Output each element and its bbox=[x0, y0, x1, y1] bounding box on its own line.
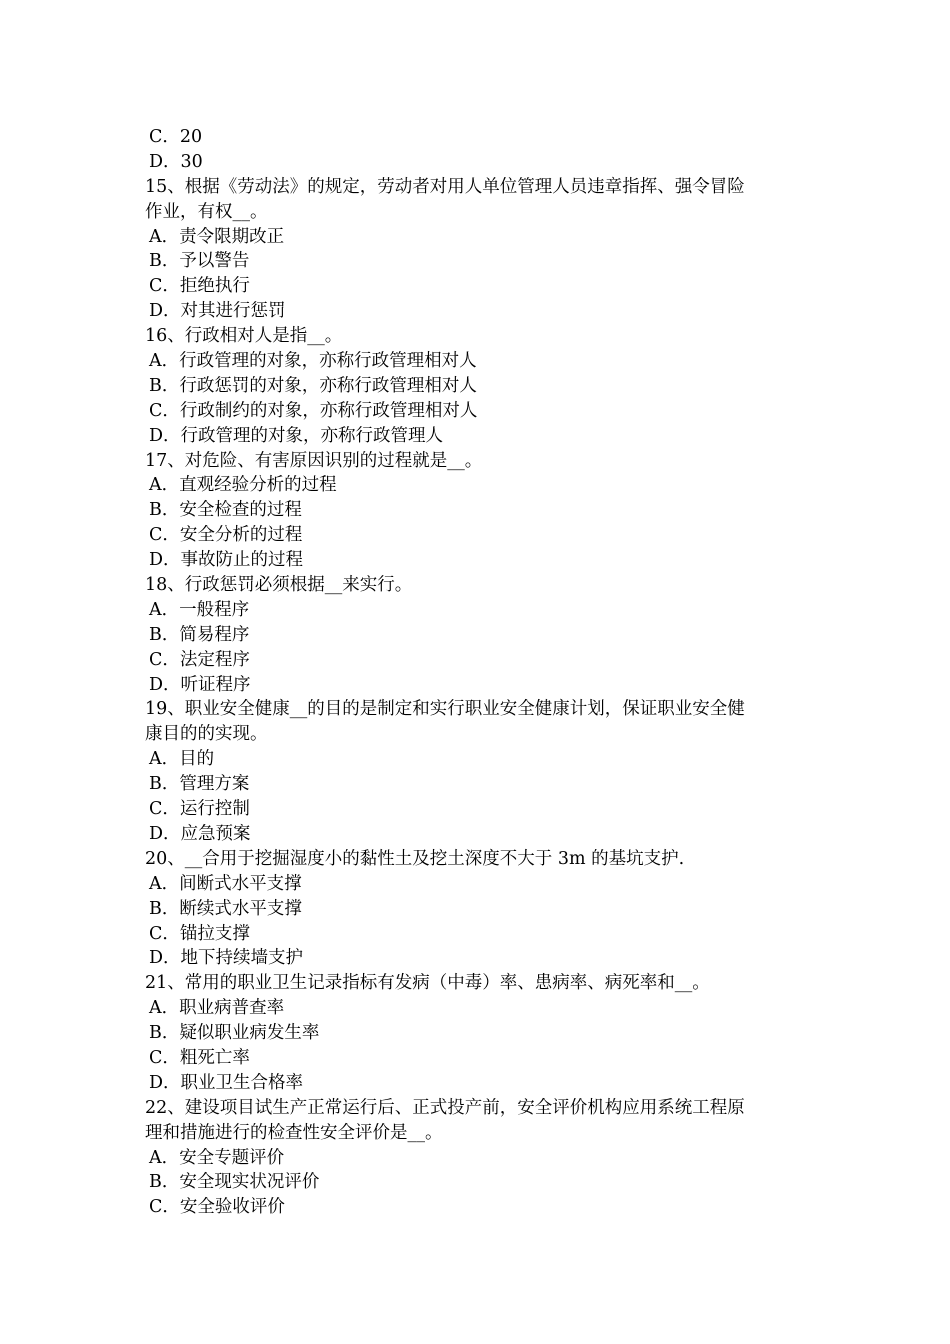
option-letter: D． bbox=[149, 550, 181, 571]
option-letter: C． bbox=[149, 1197, 180, 1218]
question-text: 16、行政相对人是指__。 bbox=[145, 326, 343, 347]
answer-option bbox=[145, 922, 810, 947]
answer-option bbox=[145, 747, 810, 772]
question-text: 15、根据《劳动法》的规定，劳动者对用人单位管理人员违章指挥、强令冒险 bbox=[145, 176, 745, 197]
option-text: 断续式水平支撑 bbox=[179, 898, 302, 919]
option-text: 粗死亡率 bbox=[179, 1047, 250, 1068]
answer-option bbox=[145, 349, 810, 374]
option-letter: B． bbox=[149, 624, 180, 645]
option-letter: C． bbox=[149, 127, 180, 147]
option-letter: B． bbox=[149, 251, 180, 272]
option-text: 事故防止的过程 bbox=[180, 550, 304, 571]
option-text: 责令限期改正 bbox=[179, 226, 285, 247]
option-letter: A． bbox=[149, 226, 180, 247]
option-letter: B． bbox=[149, 774, 180, 795]
answer-option bbox=[145, 772, 810, 797]
option-text: 予以警告 bbox=[179, 251, 250, 272]
answer-option bbox=[145, 897, 810, 922]
option-text: 疑似职业病发生率 bbox=[179, 1023, 320, 1044]
option-text: 地下持续墙支护 bbox=[180, 948, 304, 969]
option-letter: C． bbox=[149, 525, 180, 546]
question-text: 22、建设项目试生产正常运行后、正式投产前，安全评价机构应用系统工程原 bbox=[145, 1097, 745, 1118]
option-text: 间断式水平支撑 bbox=[179, 873, 302, 894]
option-letter: D． bbox=[149, 674, 181, 695]
answer-option bbox=[145, 822, 810, 847]
answer-option bbox=[145, 225, 810, 250]
question-text: 康目的的实现。 bbox=[145, 724, 268, 745]
question-text: 18、行政惩罚必须根据__来实行。 bbox=[145, 575, 413, 596]
answer-option bbox=[145, 473, 810, 498]
answer-option bbox=[145, 946, 810, 971]
option-letter: A． bbox=[149, 351, 180, 372]
answer-option bbox=[145, 150, 810, 175]
option-text: 安全分析的过程 bbox=[179, 525, 303, 546]
question-text: 20、__合用于挖掘湿度小的黏性土及挖土深度不大于 3m 的基坑支护. bbox=[145, 848, 685, 869]
option-text: 法定程序 bbox=[179, 649, 250, 670]
option-text: 安全现实状况评价 bbox=[179, 1172, 320, 1193]
option-text: 行政管理的对象，亦称行政管理人 bbox=[180, 425, 444, 446]
option-text: 对其进行惩罚 bbox=[180, 301, 286, 322]
option-letter: C． bbox=[149, 923, 180, 944]
option-text: 30 bbox=[180, 151, 203, 172]
option-text: 听证程序 bbox=[180, 674, 251, 695]
option-letter: D． bbox=[149, 301, 181, 322]
option-letter: B． bbox=[149, 375, 180, 396]
question-text: 19、职业安全健康__的目的是制定和实行职业安全健康计划，保证职业安全健 bbox=[145, 699, 745, 720]
answer-option bbox=[145, 1146, 810, 1171]
option-letter: D． bbox=[149, 1072, 181, 1093]
answer-option bbox=[145, 548, 810, 573]
option-text: 安全专题评价 bbox=[179, 1147, 285, 1168]
option-letter: D． bbox=[149, 823, 181, 844]
answer-option bbox=[145, 399, 810, 424]
answer-option bbox=[145, 996, 810, 1021]
option-text: 行政制约的对象，亦称行政管理相对人 bbox=[179, 400, 478, 421]
option-text: 管理方案 bbox=[179, 774, 250, 795]
option-letter: C． bbox=[149, 649, 180, 670]
option-text: 直观经验分析的过程 bbox=[179, 475, 337, 496]
option-letter: B． bbox=[149, 500, 180, 521]
question-text: 作业，有权__。 bbox=[145, 201, 268, 222]
answer-option bbox=[145, 125, 810, 150]
option-text: 职业卫生合格率 bbox=[180, 1072, 304, 1093]
question-text: 理和措施进行的检查性安全评价是__。 bbox=[145, 1122, 443, 1143]
answer-option bbox=[145, 598, 810, 623]
option-text: 目的 bbox=[179, 749, 215, 770]
option-letter: A． bbox=[149, 749, 180, 770]
question-text: 21、常用的职业卫生记录指标有发病（中毒）率、患病率、病死率和__。 bbox=[145, 973, 710, 994]
option-letter: C． bbox=[149, 400, 180, 421]
answer-option bbox=[145, 424, 810, 449]
option-letter: A． bbox=[149, 873, 180, 894]
answer-option bbox=[145, 274, 810, 299]
option-letter: C． bbox=[149, 799, 180, 820]
answer-option bbox=[145, 1170, 810, 1195]
answer-option bbox=[145, 797, 810, 822]
option-text: 简易程序 bbox=[179, 624, 250, 645]
option-letter: A． bbox=[149, 998, 180, 1019]
option-text: 安全验收评价 bbox=[179, 1197, 285, 1218]
option-text: 行政惩罚的对象，亦称行政管理相对人 bbox=[179, 375, 477, 396]
answer-option bbox=[145, 623, 810, 648]
answer-option bbox=[145, 498, 810, 523]
answer-option bbox=[145, 374, 810, 399]
option-letter: D． bbox=[149, 151, 181, 172]
answer-option bbox=[145, 523, 810, 548]
answer-option bbox=[145, 1195, 810, 1220]
option-text: 锚拉支撑 bbox=[179, 923, 250, 944]
option-letter: C． bbox=[149, 276, 180, 297]
option-letter: B． bbox=[149, 898, 180, 919]
option-letter: C． bbox=[149, 1047, 180, 1068]
option-text: 运行控制 bbox=[179, 799, 250, 820]
option-text: 一般程序 bbox=[179, 599, 250, 620]
option-text: 行政管理的对象，亦称行政管理相对人 bbox=[179, 351, 477, 372]
answer-option bbox=[145, 249, 810, 274]
question-text: 17、对危险、有害原因识别的过程就是__。 bbox=[145, 450, 483, 471]
answer-option bbox=[145, 1071, 810, 1096]
option-letter: D． bbox=[149, 425, 181, 446]
answer-option bbox=[145, 1046, 810, 1071]
document-body bbox=[145, 125, 810, 1220]
option-text: 职业病普查率 bbox=[179, 998, 285, 1019]
answer-option bbox=[145, 1021, 810, 1046]
option-text: 拒绝执行 bbox=[179, 276, 250, 297]
option-text: 20 bbox=[179, 127, 203, 147]
option-letter: B． bbox=[149, 1023, 180, 1044]
option-letter: D． bbox=[149, 948, 181, 969]
option-text: 安全检查的过程 bbox=[179, 500, 302, 521]
option-letter: A． bbox=[149, 599, 180, 620]
option-text: 应急预案 bbox=[180, 823, 251, 844]
option-letter: A． bbox=[149, 475, 180, 496]
option-letter: B． bbox=[149, 1172, 180, 1193]
answer-option bbox=[145, 872, 810, 897]
option-letter: A． bbox=[149, 1147, 180, 1168]
answer-option bbox=[145, 673, 810, 698]
answer-option bbox=[145, 299, 810, 324]
answer-option bbox=[145, 648, 810, 673]
